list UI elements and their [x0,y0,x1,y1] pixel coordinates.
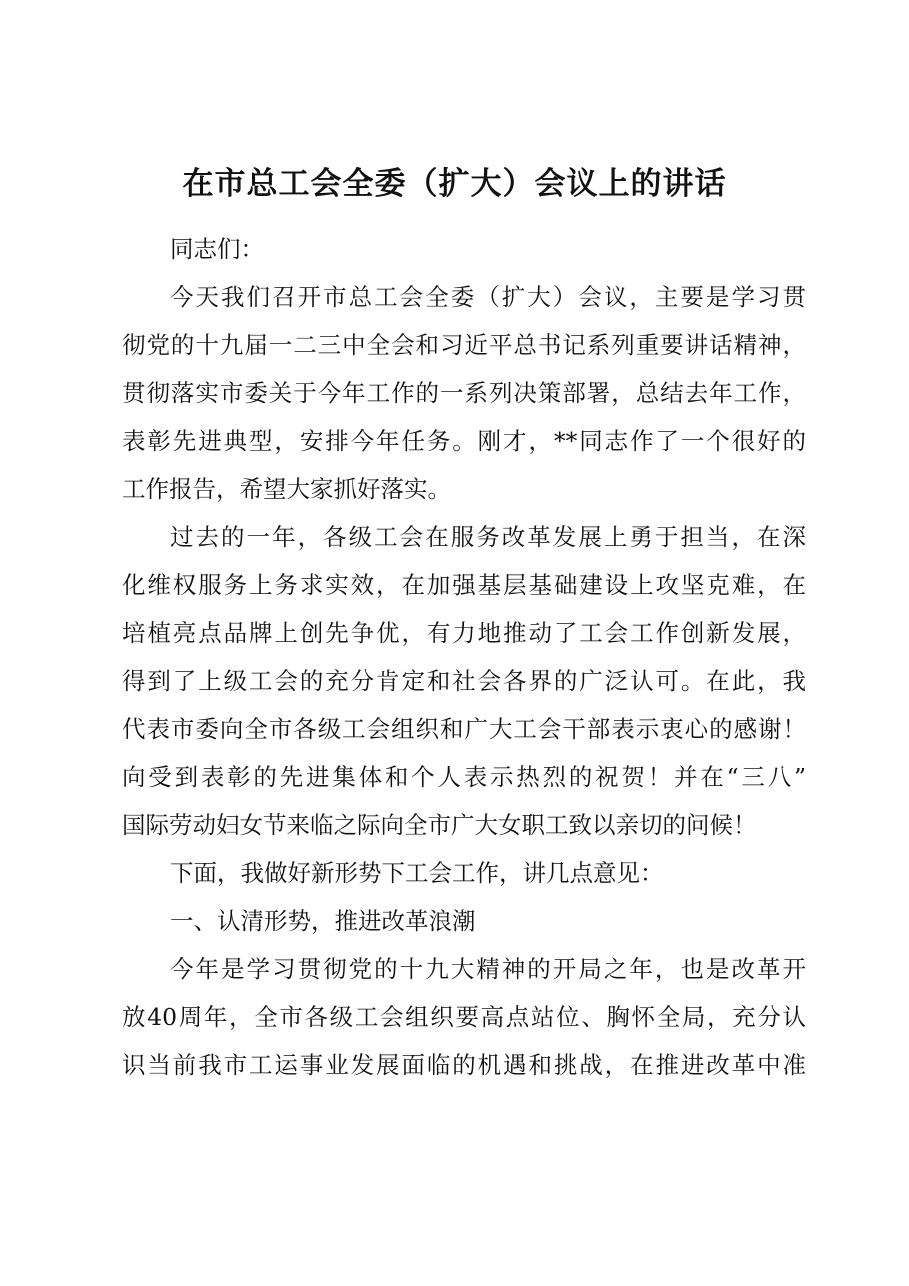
paragraph-line: 表彰先进典型，安排今年任务。刚才，**同志作了一个很好的 [122,427,806,455]
paragraph-line: 向受到表彰的先进集体和个人表示热烈的祝贺！并在“三八” [122,763,806,791]
document-title: 在市总工会全委（扩大）会议上的讲话 [182,166,727,202]
salutation-line: 同志们： [170,235,264,263]
paragraph-line: 过去的一年，各级工会在服务改革发展上勇于担当，在深 [170,523,806,551]
paragraph-line: 代表市委向全市各级工会组织和广大工会干部表示衷心的感谢！ [122,715,806,743]
paragraph-line: 识当前我市工运事业发展面临的机遇和挑战，在推进改革中准 [122,1051,806,1079]
paragraph-line: 工作报告，希望大家抓好落实。 [122,475,451,503]
paragraph-line: 贯彻落实市委关于今年工作的一系列决策部署，总结去年工作， [122,379,806,407]
paragraph-line: 化维权服务上务求实效，在加强基层基础建设上攻坚克难，在 [122,571,806,599]
paragraph-line: 得到了上级工会的充分肯定和社会各界的广泛认可。在此，我 [122,667,806,695]
paragraph-line: 今天我们召开市总工会全委（扩大）会议，主要是学习贯 [170,283,806,311]
paragraph-line: 彻党的十九届一二三中全会和习近平总书记系列重要讲话精神， [122,331,806,359]
paragraph-line: 放40周年，全市各级工会组织要高点站位、胸怀全局，充分认 [122,1003,806,1031]
paragraph-line: 今年是学习贯彻党的十九大精神的开局之年，也是改革开 [170,955,806,983]
paragraph-line: 下面，我做好新形势下工会工作，讲几点意见： [170,859,664,887]
document-body [122,225,806,1089]
section-heading: 一、认清形势，推进改革浪潮 [170,907,476,935]
paragraph-line: 培植亮点品牌上创先争优，有力地推动了工会工作创新发展， [122,619,806,647]
paragraph-line: 国际劳动妇女节来临之际向全市广大女职工致以亲切的问候！ [122,811,757,839]
